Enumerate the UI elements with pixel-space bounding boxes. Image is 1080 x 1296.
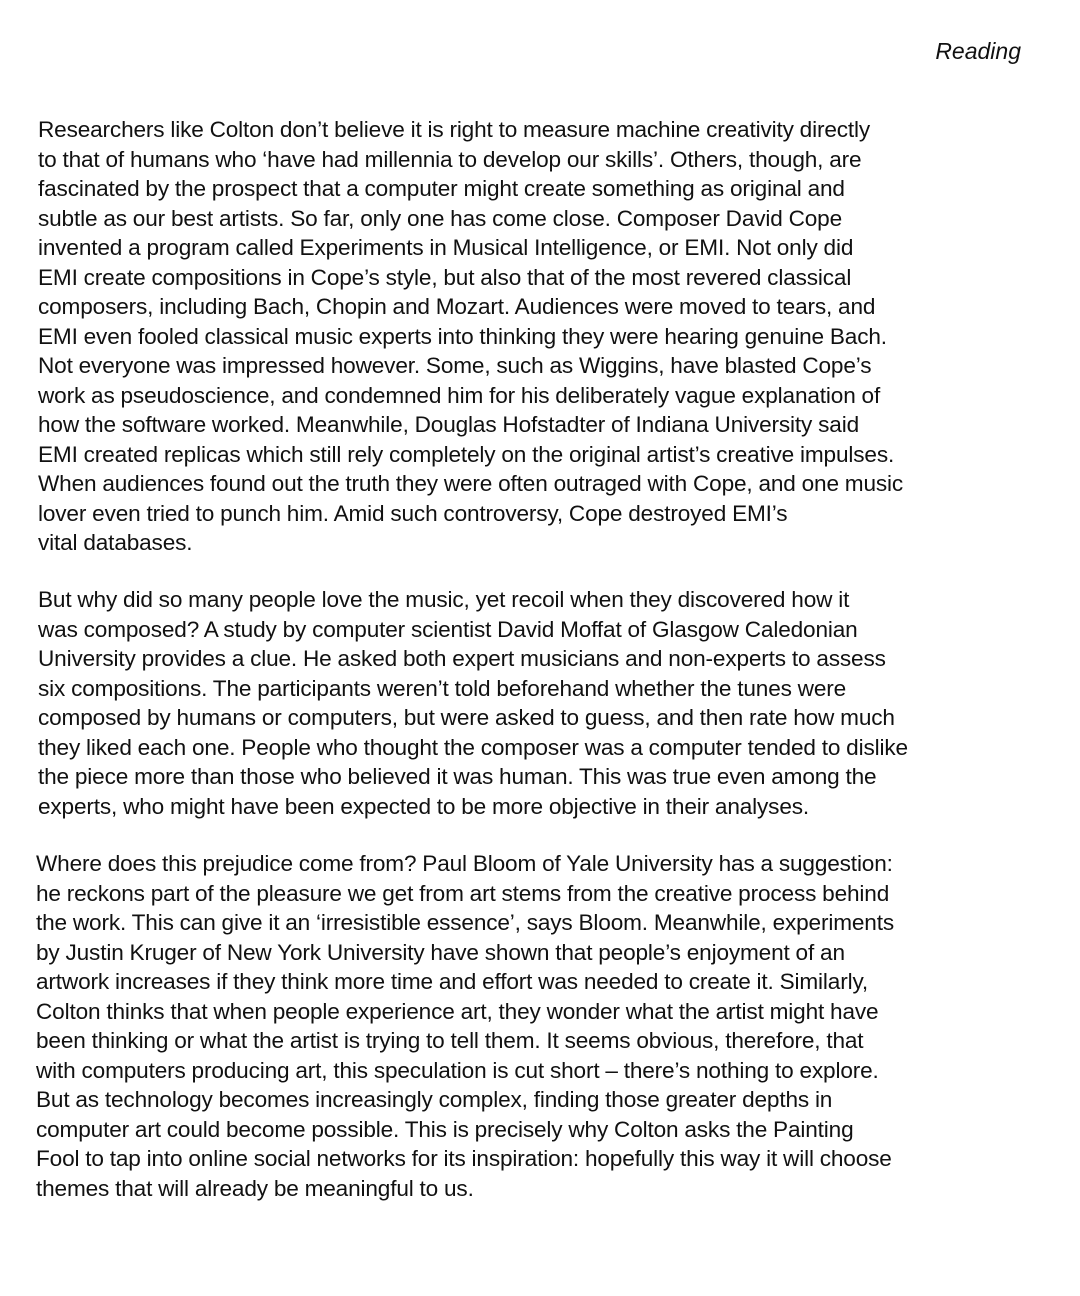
text-line: Not everyone was impressed however. Some, such as Wiggins, have blasted Cope’s: [38, 353, 872, 378]
text-line: themes that will already be meaningful to us.: [36, 1175, 474, 1201]
text-line: invented a program called Experiments in Musical Intelligence, or EMI. Not only did: [38, 235, 854, 260]
text-line: been thinking or what the artist is trying to tell them. It seems obvious, therefore, that: [36, 1028, 864, 1053]
text-line: vital databases.: [38, 530, 193, 555]
text-line: composed by humans or computers, but were asked to guess, and then rate how much: [38, 705, 895, 730]
text-line: EMI create compositions in Cope’s style, but also that of the most revered classical: [38, 264, 852, 290]
paragraph-2: [38, 585, 908, 821]
text-line: University provides a clue. He asked both expert musicians and non-experts to assess: [38, 646, 886, 671]
paragraph-1: [38, 115, 903, 558]
text-line: EMI even fooled classical music experts into thinking they were hearing genuine Bach.: [38, 323, 887, 349]
text-line: the piece more than those who believed it was human. This was true even among the: [38, 764, 877, 789]
text-line: EMI created replicas which still rely completely on the original artist’s creative impulses.: [38, 441, 895, 467]
text-line: subtle as our best artists. So far, only one has come close. Composer David Cope: [38, 205, 843, 231]
text-line: six compositions. The participants weren’t told beforehand whether the tunes were: [38, 675, 847, 701]
text-line: Researchers like Colton don’t believe it is right to measure machine creativity directly: [38, 117, 871, 142]
text-line: But as technology becomes increasingly complex, finding those greater depths in: [36, 1087, 833, 1112]
text-line: computer art could become possible. This is precisely why Colton asks the Painting: [36, 1116, 854, 1142]
text-line: he reckons part of the pleasure we get from art stems from the creative process behind: [36, 880, 890, 906]
text-line: how the software worked. Meanwhile, Douglas Hofstadter of Indiana University said: [38, 412, 859, 437]
text-line: Fool to tap into online social networks for its inspiration: hopefully this way it will choose: [36, 1146, 892, 1171]
text-line: with computers producing art, this speculation is cut short – there’s nothing to explore.: [36, 1057, 879, 1083]
text-line: to that of humans who ‘have had millennia to develop our skills’. Others, though, are: [38, 146, 862, 172]
paragraph-3: [36, 849, 894, 1203]
text-line: by Justin Kruger of New York University have shown that people’s enjoyment of an: [36, 939, 845, 965]
text-line: composers, including Bach, Chopin and Mozart. Audiences were moved to tears, and: [38, 294, 876, 319]
text-line: fascinated by the prospect that a computer might create something as original and: [38, 176, 845, 201]
text-line: Where does this prejudice come from? Paul Bloom of Yale University has a suggestion:: [36, 851, 893, 876]
text-line: work as pseudoscience, and condemned him for his deliberately vague explanation of: [38, 382, 881, 408]
section-label: Reading: [935, 38, 1021, 64]
text-line: experts, who might have been expected to be more objective in their analyses.: [38, 793, 810, 819]
text-line: When audiences found out the truth they were often outraged with Cope, and one music: [38, 471, 904, 496]
text-line: lover even tried to punch him. Amid such controversy, Cope destroyed EMI’s: [38, 500, 788, 526]
text-line: was composed? A study by computer scientist David Moffat of Glasgow Caledonian: [38, 616, 858, 642]
text-line: Colton thinks that when people experience art, they wonder what the artist might have: [36, 998, 879, 1024]
text-line: artwork increases if they think more time and effort was needed to create it. Similarly,: [36, 969, 869, 994]
text-line: But why did so many people love the music, yet recoil when they discovered how it: [38, 587, 850, 612]
text-line: they liked each one. People who thought the composer was a computer tended to dislike: [38, 734, 908, 760]
text-line: the work. This can give it an ‘irresistible essence’, says Bloom. Meanwhile, experiments: [36, 910, 894, 935]
